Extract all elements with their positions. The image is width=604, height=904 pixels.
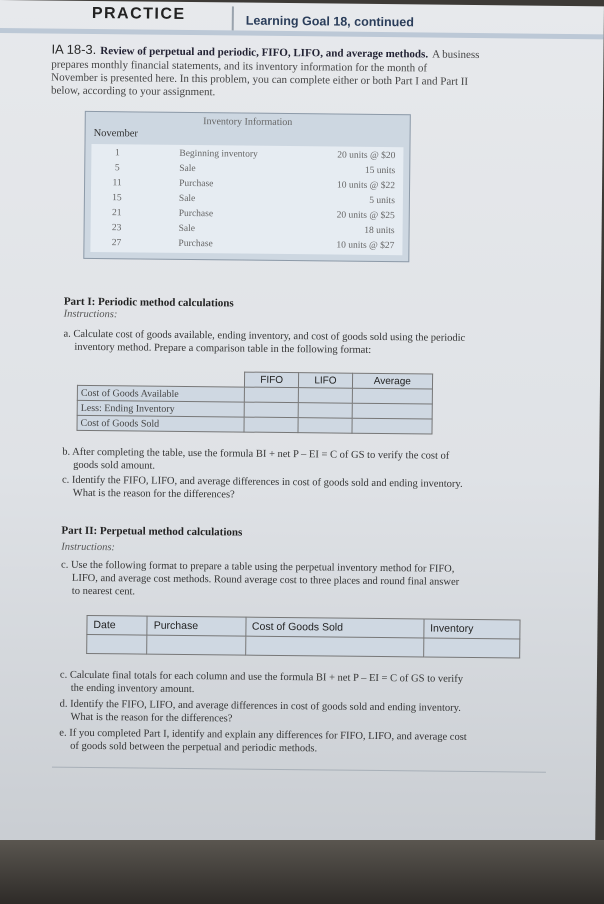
header-date: Date bbox=[87, 615, 147, 635]
part1-item-a: inventory method. Prepare a comparison table in the following format: bbox=[74, 341, 372, 356]
exercise-text: A business bbox=[432, 48, 480, 62]
inventory-event: Sale bbox=[178, 223, 196, 235]
empty-header-cell bbox=[77, 370, 244, 387]
bottom-divider bbox=[52, 767, 546, 773]
exercise-text: prepares monthly financial statements, and its inventory information for the month of bbox=[51, 58, 428, 75]
part1-item-b: b. After completing the table, use the formula BI + net P – EI = C of GS to verify the cost of bbox=[62, 446, 450, 462]
inventory-caption: Inventory Information bbox=[203, 116, 293, 129]
header-cogs: Cost of Goods Sold bbox=[245, 617, 423, 638]
background-surface bbox=[0, 840, 604, 904]
inventory-amount: 15 units bbox=[364, 165, 396, 177]
periodic-comparison-table bbox=[76, 370, 433, 435]
header-band bbox=[0, 28, 604, 39]
inventory-day: 15 bbox=[112, 193, 122, 204]
header-divider bbox=[232, 6, 234, 30]
exercise-text: below, according to your assignment. bbox=[50, 84, 216, 99]
perpetual-format-table bbox=[86, 615, 520, 659]
inventory-amount: 10 units @ $27 bbox=[336, 240, 395, 252]
table-cell bbox=[352, 403, 433, 419]
part2-item-d: What is the reason for the differences? bbox=[70, 711, 233, 725]
inventory-amount: 5 units bbox=[369, 195, 395, 207]
inventory-month: November bbox=[93, 127, 138, 140]
part1-item-a: a. Calculate cost of goods available, ending inventory, and cost of goods sold using the periodic bbox=[63, 328, 466, 344]
inventory-event: Purchase bbox=[178, 208, 214, 220]
inventory-day: 11 bbox=[112, 178, 122, 189]
inventory-event: Purchase bbox=[178, 238, 213, 250]
table-row bbox=[87, 634, 520, 658]
header-average: Average bbox=[352, 373, 433, 389]
table-cell bbox=[244, 402, 298, 418]
inventory-row bbox=[90, 238, 402, 253]
header-lifo: LIFO bbox=[299, 373, 352, 389]
part1-item-c: What is the reason for the differences? bbox=[72, 487, 235, 501]
table-cell bbox=[423, 638, 519, 658]
part2-item-c: LIFO, and average cost methods. Round average cost to three places and round final answer bbox=[71, 572, 460, 588]
part2-item-c2: c. Calculate final totals for each column and use the formula BI + net P – EI = C of GS to verify bbox=[59, 669, 464, 685]
table-cell bbox=[87, 634, 147, 654]
table-cell bbox=[147, 635, 245, 655]
part1-item-c: c. Identify the FIFO, LIFO, and average differences in cost of goods sold and ending inventory. bbox=[61, 474, 463, 490]
inventory-amount: 20 units @ $20 bbox=[337, 150, 396, 162]
header-fifo: FIFO bbox=[244, 372, 298, 388]
part1-instructions-label: Instructions: bbox=[63, 308, 118, 321]
part2-item-d: d. Identify the FIFO, LIFO, and average differences in cost of goods sold and ending inventory. bbox=[59, 698, 461, 714]
part2-instructions-label: Instructions: bbox=[61, 541, 116, 554]
inventory-row bbox=[91, 148, 403, 163]
inventory-event: Sale bbox=[178, 193, 196, 205]
inventory-event: Beginning inventory bbox=[179, 148, 258, 160]
practice-header: PRACTICE bbox=[91, 4, 186, 23]
header-inventory: Inventory bbox=[424, 619, 520, 639]
inventory-amount: 10 units @ $22 bbox=[336, 180, 396, 192]
inventory-row bbox=[91, 208, 403, 223]
inventory-row bbox=[91, 223, 403, 238]
learning-goal-header: Learning Goal 18, continued bbox=[245, 13, 414, 30]
part2-item-c2: the ending inventory amount. bbox=[70, 682, 195, 696]
row-label: Cost of Goods Sold bbox=[77, 415, 244, 432]
inventory-amount: 18 units bbox=[364, 225, 395, 237]
table-cell bbox=[352, 418, 433, 434]
inventory-day: 1 bbox=[114, 148, 120, 159]
inventory-event: Purchase bbox=[179, 178, 214, 190]
part1-item-b: goods sold amount. bbox=[73, 459, 156, 472]
part2-item-e: of goods sold between the perpetual and periodic methods. bbox=[70, 740, 318, 755]
part2-item-e: e. If you completed Part I, identify and explain any differences for FIFO, LIFO, and average cost bbox=[59, 727, 467, 743]
inventory-rows bbox=[90, 144, 403, 255]
part1-heading: Part I: Periodic method calculations bbox=[63, 295, 234, 310]
inventory-day: 5 bbox=[114, 163, 120, 174]
exercise-text: November is presented here. In this problem, you can complete either or both Part I and Part II bbox=[51, 71, 469, 88]
inventory-event: Sale bbox=[179, 163, 196, 175]
table-row bbox=[77, 415, 432, 434]
inventory-day: 21 bbox=[111, 208, 122, 219]
inventory-row bbox=[91, 178, 403, 193]
table-cell bbox=[245, 636, 423, 657]
header-purchase: Purchase bbox=[147, 616, 245, 636]
table-cell bbox=[299, 388, 352, 404]
inventory-row bbox=[91, 193, 403, 208]
exercise-title: Review of perpetual and periodic, FIFO, LIFO, and average methods. bbox=[100, 45, 429, 61]
table-cell bbox=[352, 388, 433, 404]
inventory-day: 27 bbox=[111, 238, 122, 249]
table-cell bbox=[244, 417, 298, 433]
part2-item-c: to nearest cent. bbox=[71, 585, 136, 598]
table-cell bbox=[298, 418, 351, 434]
row-label: Less: Ending Inventory bbox=[77, 400, 244, 417]
exercise-intro bbox=[51, 41, 522, 103]
part2-heading: Part II: Perpetual method calculations bbox=[61, 524, 243, 539]
part2-item-c: c. Use the following format to prepare a table using the perpetual inventory method for FIFO, bbox=[61, 559, 455, 575]
inventory-day: 23 bbox=[111, 223, 122, 234]
row-label: Cost of Goods Available bbox=[77, 385, 244, 402]
exercise-code: IA 18-3. bbox=[51, 41, 97, 58]
inventory-info-box bbox=[83, 111, 411, 262]
table-cell bbox=[298, 403, 351, 419]
inventory-row bbox=[91, 163, 403, 178]
inventory-amount: 20 units @ $25 bbox=[336, 210, 395, 222]
table-cell bbox=[244, 387, 298, 403]
